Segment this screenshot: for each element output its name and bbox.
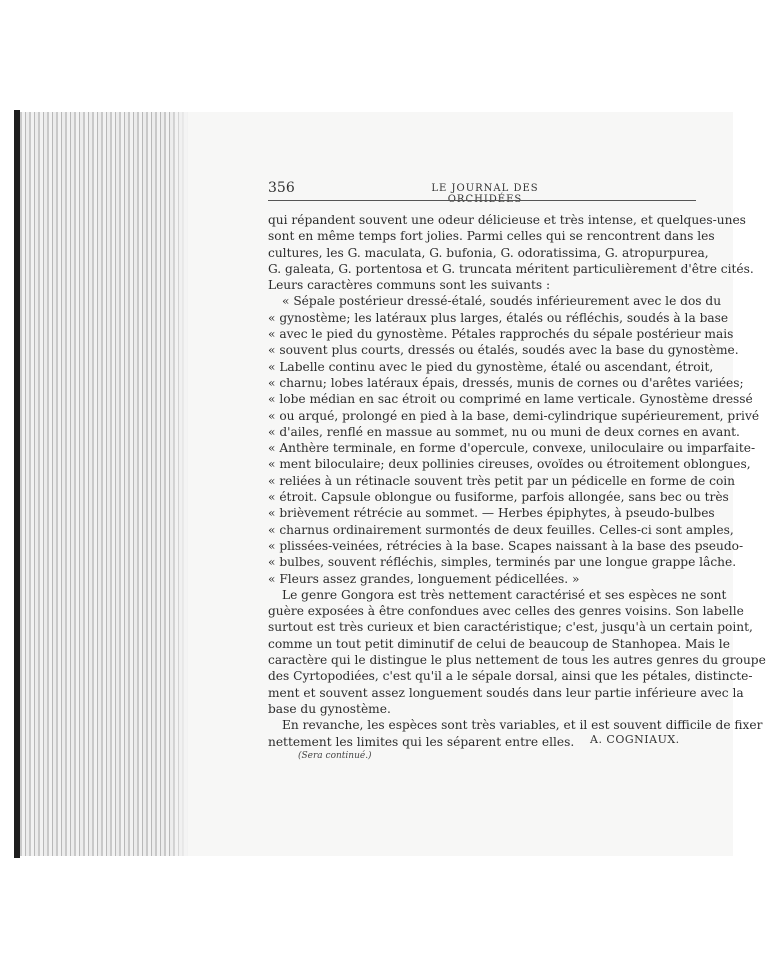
body-text xyxy=(268,212,766,750)
text-line: nettement les limites qui les séparent entre elles. xyxy=(268,734,575,749)
text-line: « Labelle continu avec le pied du gynostème, étalé ou ascendant, étroit, xyxy=(268,359,714,374)
text-line: Leurs caractères communs sont les suivants : xyxy=(268,278,551,293)
text-line: « ou arqué, prolongé en pied à la base, demi-cylindrique supérieurement, privé xyxy=(268,408,760,423)
text-line: base du gynostème. xyxy=(268,701,391,716)
text-line: « charnu; lobes latéraux épais, dressés, munis de cornes ou d'arêtes variées; xyxy=(268,375,744,390)
text-line: « Sépale postérieur dressé-étalé, soudés inférieurement avec le dos du xyxy=(282,294,722,309)
page-edges xyxy=(20,112,188,856)
text-line: ment et souvent assez longuement soudés dans leur partie inférieure avec la xyxy=(268,685,744,700)
page-number: 356 xyxy=(268,180,295,196)
text-line: « gynostème; les latéraux plus larges, étalés ou réfléchis, soudés à la base xyxy=(268,310,729,325)
running-title: LE JOURNAL DES xyxy=(431,183,539,194)
continued-note: (Sera continué.) xyxy=(298,751,372,761)
text-line: guère exposées à être confondues avec celles des genres voisins. Son labelle xyxy=(268,604,744,619)
text-line: « brièvement rétrécie au sommet. — Herbes épiphytes, à pseudo-bulbes xyxy=(268,506,715,521)
text-line: « ment biloculaire; deux pollinies cireuses, ovoïdes ou étroitement oblongues, xyxy=(268,457,751,472)
header-rule xyxy=(268,200,696,201)
text-line: « souvent plus courts, dressés ou étalés, soudés avec la base du gynostème. xyxy=(268,343,739,358)
text-line: « bulbes, souvent réfléchis, simples, terminés par une longue grappe lâche. xyxy=(268,555,737,570)
text-line: « avec le pied du gynostème. Pétales rapprochés du sépale postérieur mais xyxy=(268,327,734,342)
text-line: « plissées-veinées, rétrécies à la base. Scapes naissant à la base des pseudo- xyxy=(268,538,744,553)
text-line: sont en même temps fort jolies. Parmi celles qui se rencontrent dans les xyxy=(268,229,715,244)
text-line: caractère qui le distingue le plus nettement de tous les autres genres du groupe xyxy=(268,653,766,668)
text-line: « Fleurs assez grandes, longuement pédicellées. » xyxy=(268,571,580,586)
text-line: G. galeata, G. portentosa et G. truncata méritent particulièrement d'être cités. xyxy=(268,261,754,276)
text-line: comme un tout petit diminutif de celui de beaucoup de Stanhopea. Mais le xyxy=(268,636,730,651)
text-line: Le genre Gongora est très nettement caractérisé et ses espèces ne sont xyxy=(282,587,727,602)
text-line: surtout est très curieux et bien caractéristique; c'est, jusqu'à un certain point, xyxy=(268,620,753,635)
text-line: « étroit. Capsule oblongue ou fusiforme, parfois allongée, sans bec ou très xyxy=(268,490,729,505)
text-line: « reliées à un rétinacle souvent très petit par un pédicelle en forme de coin xyxy=(268,473,736,488)
text-line: « lobe médian en sac étroit ou comprimé en lame verticale. Gynostème dressé xyxy=(268,392,753,407)
text-line: qui répandent souvent une odeur délicieuse et très intense, et quelques-unes xyxy=(268,213,746,227)
text-line: « d'ailes, renflé en massue au sommet, nu ou muni de deux cornes en avant. xyxy=(268,424,740,439)
text-line: des Cyrtopodiées, c'est qu'il a le sépale dorsal, ainsi que les pétales, distincte- xyxy=(268,669,753,684)
text-line: cultures, les G. maculata, G. bufonia, G. odoratissima, G. atropurpurea, xyxy=(268,245,709,260)
text-line: « Anthère terminale, en forme d'opercule, convexe, uniloculaire ou imparfaite- xyxy=(268,441,756,456)
text-line: En revanche, les espèces sont très variables, et il est souvent difficile de fixer xyxy=(282,718,763,733)
author-signature: A. COGNIAUX. xyxy=(590,733,680,746)
text-line: « charnus ordinairement surmontés de deux feuilles. Celles-ci sont amples, xyxy=(268,522,734,537)
